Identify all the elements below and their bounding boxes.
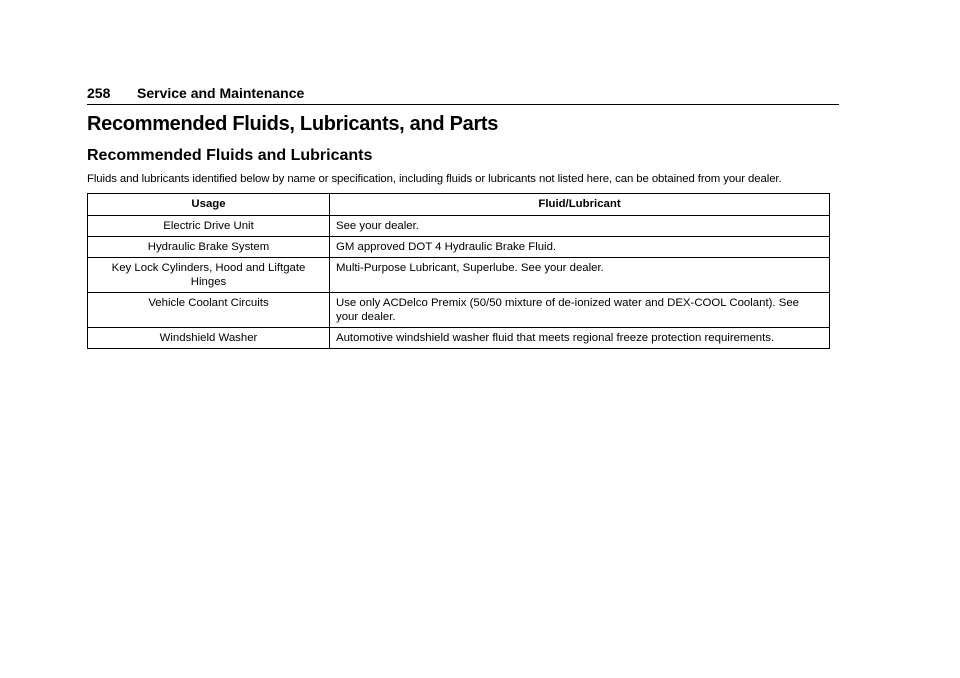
usage-cell: Key Lock Cylinders, Hood and Liftgate Hinges: [88, 258, 330, 293]
fluids-table: [87, 193, 830, 349]
section-title: Service and Maintenance: [137, 85, 305, 101]
usage-cell: Vehicle Coolant Circuits: [88, 293, 330, 328]
fluid-cell: See your dealer.: [330, 216, 830, 237]
page-title: Recommended Fluids, Lubricants, and Parts: [87, 113, 499, 135]
running-header: [87, 84, 839, 105]
header-fluid-lubricant: Fluid/Lubricant: [330, 194, 830, 216]
table-row: [88, 293, 830, 328]
header-usage: Usage: [88, 194, 330, 216]
usage-cell: Windshield Washer: [88, 328, 330, 349]
intro-paragraph: Fluids and lubricants identified below by name or specification, including fluids or lubricants not listed here, can be obtained from your dealer.: [87, 173, 782, 185]
section-subtitle: Recommended Fluids and Lubricants: [87, 147, 373, 164]
page-number: 258: [87, 85, 111, 101]
table-row: [88, 216, 830, 237]
fluid-cell: GM approved DOT 4 Hydraulic Brake Fluid.: [330, 237, 830, 258]
fluid-cell: Automotive windshield washer fluid that meets regional freeze protection requirements.: [330, 328, 830, 349]
table-row: [88, 328, 830, 349]
usage-cell: Hydraulic Brake System: [88, 237, 330, 258]
fluid-cell: Multi-Purpose Lubricant, Superlube. See your dealer.: [330, 258, 830, 293]
table-row: [88, 258, 830, 293]
table-header-row: [88, 194, 830, 216]
fluid-cell: Use only ACDelco Premix (50/50 mixture of de-ionized water and DEX-COOL Coolant). See your dealer.: [330, 293, 830, 328]
manual-page: [87, 0, 830, 678]
usage-cell: Electric Drive Unit: [88, 216, 330, 237]
table-row: [88, 237, 830, 258]
